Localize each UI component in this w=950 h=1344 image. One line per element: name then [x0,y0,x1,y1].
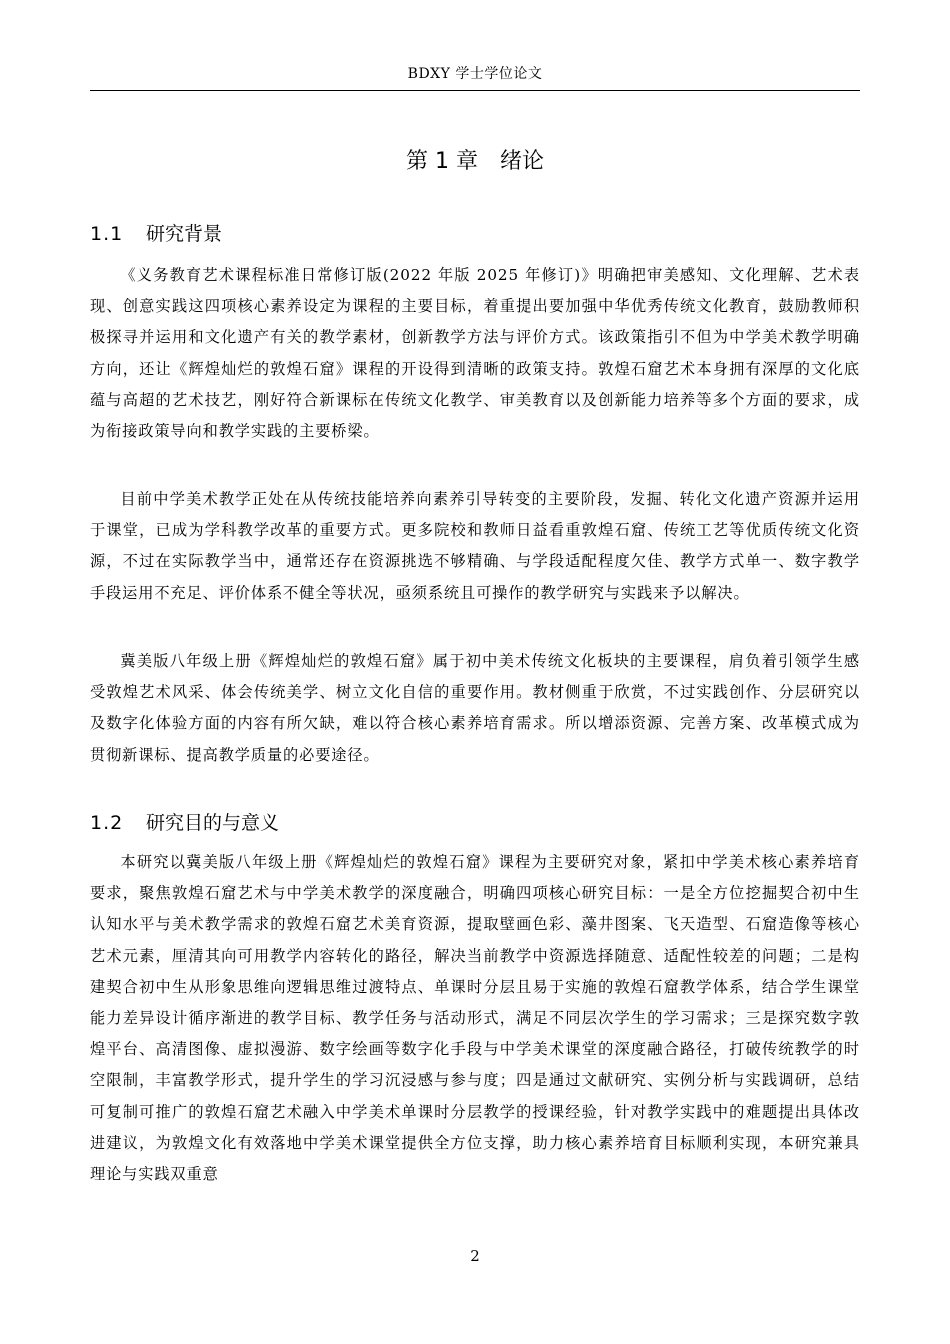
section-title: 研究目的与意义 [146,812,280,834]
section-title: 研究背景 [146,223,223,245]
section-number: 1.2 [90,812,124,834]
chapter-title: 第 1 章 绪论 [406,149,544,174]
page-number: 2 [470,1247,480,1265]
body-paragraph: 本研究以冀美版八年级上册《辉煌灿烂的敦煌石窟》课程为主要研究对象，紧扣中学美术核心素养培育要求，聚焦敦煌石窟艺术与中学美术教学的深度融合，明确四项核心研究目标：一是全方位挖掘契合初中生认知水平与美术教学需求的敦煌石窟艺术美育资源，提取壁画色彩、藻井图案、飞天造型、石窟造像等核心艺术元素，厘清其向可用教学内容转化的路径，解决当前教学中资源选择随意、适配性较差的问题；二是构建契合初中生从形象思维向逻辑思维过渡特点、单课时分层且易于实施的敦煌石窟教学体系，结合学生课堂能力差异设计循序渐进的教学目标、教学任务与活动形式，满足不同层次学生的学习需求；三是探究数字敦煌平台、高清图像、虚拟漫游、数字绘画等数字化手段与中学美术课堂的深度融合路径，打破传统教学的时空限制，丰富教学形式，提升学生的学习沉浸感与参与度；四是通过文献研究、实例分析与实践调研，总结可复制可推广的敦煌石窟艺术融入中学美术单课时分层教学的授课经验，针对教学实践中的难题提出具体改进建议，为敦煌文化有效落地中学美术课堂提供全方位支撑，助力核心素养培育目标顺利实现，本研究兼具理论与实践双重意 [90,853,860,1184]
body-paragraph: 《义务教育艺术课程标准日常修订版(2022 年版 2025 年修订)》明确把审美感知、文化理解、艺术表现、创意实践这四项核心素养设定为课程的主要目标，着重提出要加强中华优秀传统文化教育，鼓励教师积极探寻并运用和文化遗产有关的教学素材，创新教学方法与评价方式。该政策指引不但为中学美术教学明确方向，还让《辉煌灿烂的敦煌石窟》课程的开设得到清晰的政策支持。敦煌石窟艺术本身拥有深厚的文化底蕴与高超的艺术技艺，刚好符合新课标在传统文化教学、审美教育以及创新能力培养等多个方面的要求，成为衔接政策导向和教学实践的主要桥梁。 [90,266,860,441]
section-heading-1-1 [90,220,860,248]
header-rule [90,90,860,91]
section-heading-1-2 [90,809,860,837]
section-number: 1.1 [90,223,124,245]
running-header: BDXY 学士学位论文 [407,66,543,82]
body-paragraph: 目前中学美术教学正处在从传统技能培养向素养引导转变的主要阶段，发掘、转化文化遗产资源并运用于课堂，已成为学科教学改革的重要方式。更多院校和教师日益看重敦煌石窟、传统工艺等优质传统文化资源，不过在实际教学当中，通常还存在资源挑选不够精确、与学段适配程度欠佳、教学方式单一、数字教学手段运用不充足、评价体系不健全等状况，亟须系统且可操作的教学研究与实践来予以解决。 [90,490,860,602]
body-paragraph: 冀美版八年级上册《辉煌灿烂的敦煌石窟》属于初中美术传统文化板块的主要课程，肩负着引领学生感受敦煌艺术风采、体会传统美学、树立文化自信的重要作用。教材侧重于欣赏，不过实践创作、分层研究以及数字化体验方面的内容有所欠缺，难以符合核心素养培育需求。所以增添资源、完善方案、改革模式成为贯彻新课标、提高教学质量的必要途径。 [90,652,860,764]
